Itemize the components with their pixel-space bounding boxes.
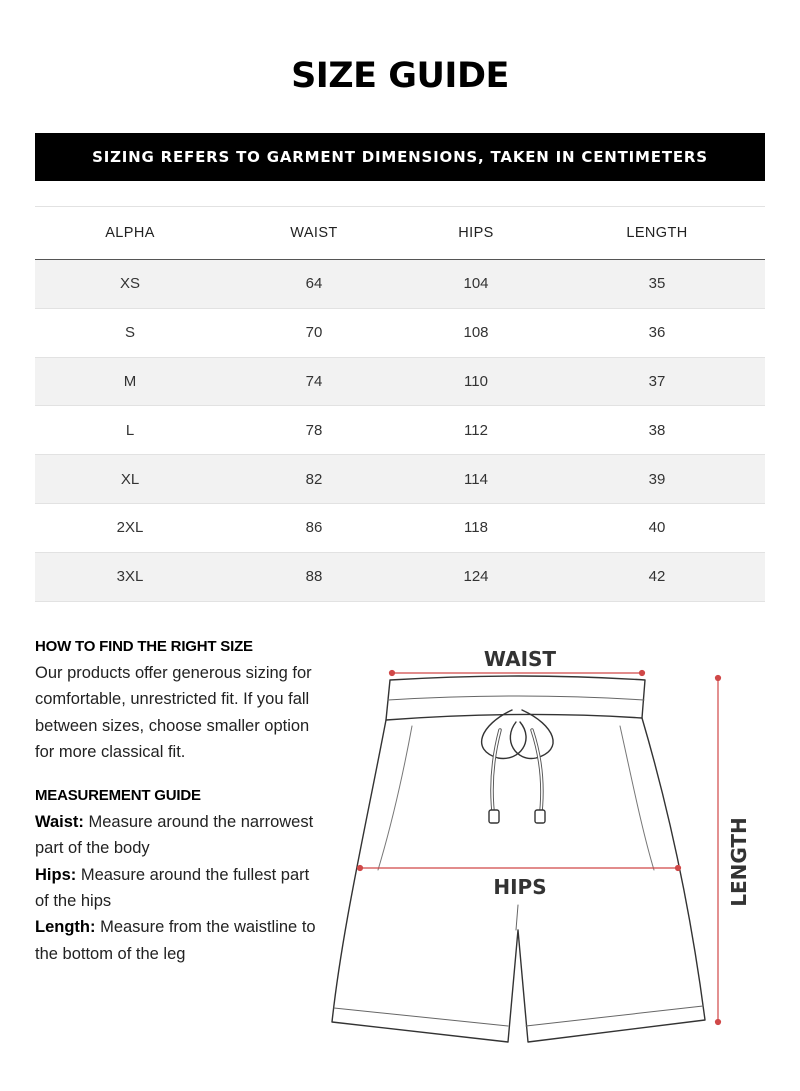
cell-hips: 114 xyxy=(464,470,488,488)
table-row xyxy=(35,455,765,504)
cell-waist: 78 xyxy=(305,421,323,439)
hips-label: HIPS xyxy=(493,875,547,899)
howto-heading: HOW TO FIND THE RIGHT SIZE xyxy=(35,638,253,655)
shorts-outline xyxy=(332,676,705,1042)
table-row xyxy=(35,358,765,407)
hips-measure-line xyxy=(358,866,681,871)
page-title: SIZE GUIDE xyxy=(291,56,509,96)
cell-length: 42 xyxy=(648,568,666,586)
length-label: LENGTH xyxy=(727,817,751,907)
cell-waist: 86 xyxy=(305,519,323,537)
cell-length: 39 xyxy=(648,470,666,488)
cell-hips: 108 xyxy=(463,324,489,342)
fit-info xyxy=(35,636,325,967)
table-row xyxy=(35,309,765,358)
cell-alpha: 2XL xyxy=(116,519,144,537)
table-row xyxy=(35,504,765,553)
cell-hips: 110 xyxy=(464,372,488,390)
measure-length-term: Length: xyxy=(35,918,96,937)
cell-length: 40 xyxy=(648,519,666,537)
cell-waist: 74 xyxy=(305,372,323,390)
table-row xyxy=(35,260,765,309)
cell-waist: 70 xyxy=(305,324,323,342)
howto-body: Our products offer generous sizing for comfortable, unrestricted fit. If you fall between sizes, choose smaller option for more classical fit. xyxy=(35,664,312,761)
cell-hips: 124 xyxy=(463,568,489,586)
measure-heading: MEASUREMENT GUIDE xyxy=(35,787,201,805)
cell-length: 36 xyxy=(648,324,666,342)
cell-alpha: M xyxy=(123,372,137,390)
measure-length xyxy=(35,914,325,967)
measure-waist-term: Waist: xyxy=(35,813,84,832)
cell-waist: 64 xyxy=(305,275,323,293)
cell-alpha: XL xyxy=(120,470,140,488)
cell-length: 37 xyxy=(648,372,666,390)
cell-length: 35 xyxy=(648,275,666,293)
cell-alpha: S xyxy=(124,324,135,342)
measure-hips xyxy=(35,862,325,915)
header-hips: HIPS xyxy=(458,225,494,241)
measure-hips-desc: Measure around the fullest part of the hips xyxy=(35,865,310,911)
cell-hips: 112 xyxy=(464,421,488,439)
waist-measure-line xyxy=(390,671,645,676)
sizing-banner: SIZING REFERS TO GARMENT DIMENSIONS, TAKEN IN CENTIMETERS xyxy=(35,133,765,181)
cell-waist: 82 xyxy=(305,470,323,488)
cell-hips: 118 xyxy=(464,519,488,537)
cell-waist: 88 xyxy=(305,568,323,586)
cell-alpha: XS xyxy=(119,275,140,293)
header-alpha: ALPHA xyxy=(105,225,155,241)
measure-waist xyxy=(35,809,325,862)
table-row xyxy=(35,406,765,455)
table-header-row xyxy=(35,207,765,260)
cell-hips: 104 xyxy=(463,275,489,293)
waist-label: WAIST xyxy=(483,647,557,671)
header-waist: WAIST xyxy=(290,225,338,241)
measure-hips-term: Hips: xyxy=(35,865,77,884)
header-length: LENGTH xyxy=(626,225,688,241)
cell-length: 38 xyxy=(648,421,666,439)
cell-alpha: 3XL xyxy=(116,568,144,586)
measure-length-desc: Measure from the waistline to the bottom of the leg xyxy=(35,918,316,963)
shorts-diagram xyxy=(320,630,780,1070)
table-row xyxy=(35,553,765,602)
measure-waist-desc: Measure around the narrowest part of the body xyxy=(35,813,314,858)
size-table xyxy=(35,206,765,602)
length-measure-line xyxy=(716,676,721,1025)
cell-alpha: L xyxy=(125,421,135,439)
